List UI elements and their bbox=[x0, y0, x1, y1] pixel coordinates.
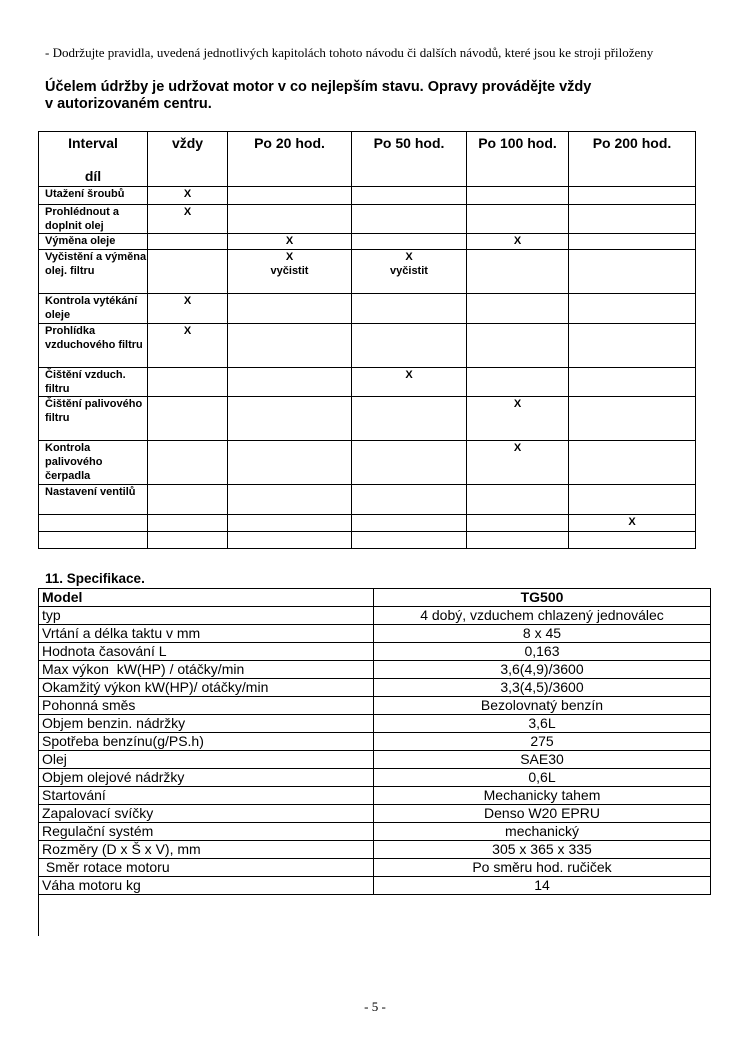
interval-mark-cell bbox=[228, 515, 352, 532]
interval-mark-cell bbox=[467, 368, 569, 397]
interval-mark-cell bbox=[228, 532, 352, 549]
spec-title: 11. Specifikace. bbox=[45, 571, 145, 586]
interval-mark-cell: X bbox=[467, 441, 569, 485]
spec-label: Max výkon kW(HP) / otáčky/min bbox=[39, 661, 374, 679]
spec-row bbox=[39, 841, 711, 859]
spec-row bbox=[39, 805, 711, 823]
spec-header-label: Model bbox=[39, 589, 374, 607]
table-row bbox=[39, 187, 696, 205]
spec-row bbox=[39, 733, 711, 751]
interval-mark-cell bbox=[352, 515, 467, 532]
interval-mark-cell bbox=[569, 250, 696, 294]
interval-mark-cell bbox=[228, 368, 352, 397]
table-row bbox=[39, 250, 696, 294]
part-cell: Čištění palivového filtru bbox=[39, 397, 148, 441]
spec-value: 0,163 bbox=[374, 643, 711, 661]
spec-value: SAE30 bbox=[374, 751, 711, 769]
interval-mark-cell: X bbox=[467, 234, 569, 250]
interval-mark-cell bbox=[467, 294, 569, 324]
interval-mark-cell bbox=[569, 324, 696, 368]
interval-mark-cell bbox=[352, 485, 467, 515]
table-row bbox=[39, 234, 696, 250]
spec-label: typ bbox=[39, 607, 374, 625]
interval-mark-cell bbox=[569, 205, 696, 234]
part-cell: Čištění vzduch. filtru bbox=[39, 368, 148, 397]
part-cell bbox=[39, 515, 148, 532]
spec-row bbox=[39, 625, 711, 643]
part-header: díl bbox=[84, 168, 102, 184]
spec-table bbox=[38, 588, 711, 895]
interval-mark-cell bbox=[569, 294, 696, 324]
table-row bbox=[39, 441, 696, 485]
interval-mark-cell bbox=[228, 441, 352, 485]
part-cell bbox=[39, 532, 148, 549]
interval-mark-cell bbox=[148, 368, 228, 397]
interval-mark-cell bbox=[228, 187, 352, 205]
interval-mark-cell bbox=[352, 324, 467, 368]
spec-value: 3,6L bbox=[374, 715, 711, 733]
interval-mark-cell bbox=[228, 205, 352, 234]
interval-mark-cell bbox=[352, 397, 467, 441]
spec-row bbox=[39, 787, 711, 805]
column-header: Po 200 hod. bbox=[569, 132, 696, 187]
column-header: vždy bbox=[148, 132, 228, 187]
page-number: - 5 - bbox=[364, 999, 386, 1014]
maintenance-table-body bbox=[39, 187, 696, 549]
part-cell: Vyčistění a výměna olej. filtru bbox=[39, 250, 148, 294]
intro-paragraph: - Dodržujte pravidla, uvedená jednotlivých kapitolách tohoto návodu či dalších návodů, které jsou ke stroji přiloženy bbox=[45, 45, 654, 60]
spec-label: Startování bbox=[39, 787, 374, 805]
table-row bbox=[39, 205, 696, 234]
spec-value: 3,6(4,9)/3600 bbox=[374, 661, 711, 679]
interval-mark-cell: X bbox=[352, 368, 467, 397]
maintenance-table bbox=[38, 131, 696, 549]
interval-mark-cell bbox=[467, 250, 569, 294]
spec-label: Spotřeba benzínu(g/PS.h) bbox=[39, 733, 374, 751]
left-border-line bbox=[38, 894, 39, 936]
interval-mark-cell bbox=[228, 485, 352, 515]
interval-mark-cell bbox=[569, 441, 696, 485]
spec-row bbox=[39, 643, 711, 661]
interval-mark-cell bbox=[569, 485, 696, 515]
interval-mark-cell bbox=[467, 187, 569, 205]
part-cell: Prohlídka vzduchového filtru bbox=[39, 324, 148, 368]
interval-mark-cell bbox=[352, 234, 467, 250]
interval-mark-cell bbox=[569, 368, 696, 397]
table-row bbox=[39, 324, 696, 368]
table-row bbox=[39, 485, 696, 515]
spec-label: Směr rotace motoru bbox=[39, 859, 374, 877]
heading-line-1: Účelem údržby je udržovat motor v co nejlepším stavu. Opravy provádějte vždy bbox=[45, 79, 592, 95]
interval-mark-cell bbox=[467, 324, 569, 368]
interval-mark-cell bbox=[467, 205, 569, 234]
part-cell: Nastavení ventilů bbox=[39, 485, 148, 515]
spec-row bbox=[39, 859, 711, 877]
spec-label: Objem benzin. nádržky bbox=[39, 715, 374, 733]
maintenance-heading bbox=[45, 79, 705, 113]
spec-row bbox=[39, 679, 711, 697]
spec-label: Rozměry (D x Š x V), mm bbox=[39, 841, 374, 859]
spec-value: 0,6L bbox=[374, 769, 711, 787]
spec-value: mechanický bbox=[374, 823, 711, 841]
spec-label: Regulační systém bbox=[39, 823, 374, 841]
interval-mark-cell: X bbox=[148, 294, 228, 324]
part-cell: Výměna oleje bbox=[39, 234, 148, 250]
spec-label: Vrtání a délka taktu v mm bbox=[39, 625, 374, 643]
interval-mark-cell bbox=[352, 187, 467, 205]
part-cell: Kontrola palivového čerpadla bbox=[39, 441, 148, 485]
spec-row bbox=[39, 877, 711, 895]
part-cell: Kontrola vytékání oleje bbox=[39, 294, 148, 324]
spec-row bbox=[39, 697, 711, 715]
interval-mark-cell: X vyčistit bbox=[352, 250, 467, 294]
column-header: Po 100 hod. bbox=[467, 132, 569, 187]
interval-mark-cell bbox=[352, 441, 467, 485]
interval-mark-cell bbox=[148, 441, 228, 485]
part-cell: Utažení šroubů bbox=[39, 187, 148, 205]
spec-label: Olej bbox=[39, 751, 374, 769]
spec-value: Mechanicky tahem bbox=[374, 787, 711, 805]
part-cell: Prohlédnout a doplnit olej bbox=[39, 205, 148, 234]
interval-mark-cell bbox=[148, 234, 228, 250]
table-row bbox=[39, 515, 696, 532]
interval-mark-cell bbox=[228, 397, 352, 441]
spec-value: Po směru hod. ručiček bbox=[374, 859, 711, 877]
interval-mark-cell bbox=[228, 294, 352, 324]
spec-value: 275 bbox=[374, 733, 711, 751]
interval-header-cell bbox=[39, 132, 148, 187]
spec-value: 8 x 45 bbox=[374, 625, 711, 643]
spec-label: Hodnota časování L bbox=[39, 643, 374, 661]
interval-mark-cell bbox=[467, 532, 569, 549]
interval-mark-cell bbox=[148, 485, 228, 515]
spec-header-row bbox=[39, 589, 711, 607]
interval-mark-cell bbox=[569, 187, 696, 205]
table-row bbox=[39, 532, 696, 549]
table-row bbox=[39, 397, 696, 441]
interval-mark-cell: X bbox=[148, 187, 228, 205]
spec-label: Pohonná směs bbox=[39, 697, 374, 715]
interval-mark-cell: X bbox=[228, 234, 352, 250]
spec-value: 4 dobý, vzduchem chlazený jednoválec bbox=[374, 607, 711, 625]
interval-mark-cell: X bbox=[148, 205, 228, 234]
spec-row bbox=[39, 607, 711, 625]
spec-value: 3,3(4,5)/3600 bbox=[374, 679, 711, 697]
interval-mark-cell bbox=[467, 515, 569, 532]
interval-mark-cell bbox=[148, 515, 228, 532]
spec-label: Zapalovací svíčky bbox=[39, 805, 374, 823]
interval-mark-cell bbox=[569, 397, 696, 441]
interval-mark-cell bbox=[467, 485, 569, 515]
interval-mark-cell bbox=[352, 532, 467, 549]
spec-value: 305 x 365 x 335 bbox=[374, 841, 711, 859]
spec-label: Váha motoru kg bbox=[39, 877, 374, 895]
interval-mark-cell bbox=[569, 532, 696, 549]
column-header: Po 20 hod. bbox=[228, 132, 352, 187]
spec-row bbox=[39, 661, 711, 679]
table-row bbox=[39, 368, 696, 397]
spec-row bbox=[39, 769, 711, 787]
interval-mark-cell bbox=[228, 324, 352, 368]
column-header: Po 50 hod. bbox=[352, 132, 467, 187]
interval-mark-cell: X bbox=[148, 324, 228, 368]
spec-header-value: TG500 bbox=[374, 589, 711, 607]
interval-mark-cell bbox=[148, 397, 228, 441]
spec-row bbox=[39, 715, 711, 733]
table-row bbox=[39, 294, 696, 324]
interval-mark-cell: X bbox=[569, 515, 696, 532]
interval-mark-cell bbox=[148, 250, 228, 294]
spec-row bbox=[39, 751, 711, 769]
interval-mark-cell bbox=[352, 205, 467, 234]
interval-mark-cell bbox=[569, 234, 696, 250]
interval-mark-cell: X vyčistit bbox=[228, 250, 352, 294]
spec-row bbox=[39, 823, 711, 841]
interval-mark-cell: X bbox=[467, 397, 569, 441]
spec-label: Objem olejové nádržky bbox=[39, 769, 374, 787]
spec-value: Bezolovnatý benzín bbox=[374, 697, 711, 715]
spec-value: 14 bbox=[374, 877, 711, 895]
interval-mark-cell bbox=[352, 294, 467, 324]
spec-value: Denso W20 EPRU bbox=[374, 805, 711, 823]
spec-label: Okamžitý výkon kW(HP)/ otáčky/min bbox=[39, 679, 374, 697]
interval-mark-cell bbox=[148, 532, 228, 549]
spec-table-body bbox=[39, 589, 711, 895]
interval-header: Interval bbox=[68, 135, 118, 151]
heading-line-2: v autorizovaném centru. bbox=[45, 96, 212, 112]
